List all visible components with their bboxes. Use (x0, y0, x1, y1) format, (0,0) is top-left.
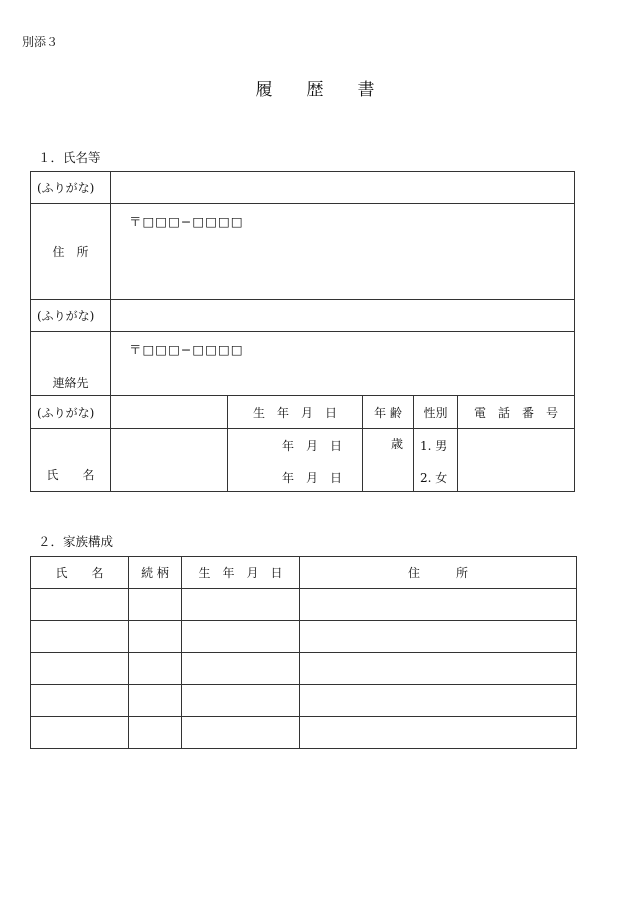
birthdate-ymd-1: 年 月 日 (281, 439, 342, 453)
title-char-2: 歴 (306, 80, 324, 100)
family-row (31, 589, 577, 621)
section1-heading: １．氏名等 (38, 150, 101, 165)
family-birthdate-cell[interactable] (182, 685, 300, 717)
contact-label: 連絡先 (31, 332, 111, 396)
family-name-cell[interactable] (31, 621, 129, 653)
personal-info-table (30, 171, 575, 492)
family-name-cell[interactable] (31, 717, 129, 749)
furigana-label: (ふりがな) (31, 300, 111, 332)
age-field[interactable] (363, 429, 414, 492)
family-col-address: 住 所 (300, 557, 577, 589)
family-relation-cell[interactable] (129, 717, 182, 749)
address-label: 住 所 (31, 204, 111, 300)
family-relation-cell[interactable] (129, 653, 182, 685)
phone-field[interactable] (458, 429, 575, 492)
birthdate-header: 生 年 月 日 (228, 396, 363, 429)
attachment-label: 別添３ (22, 35, 59, 49)
sex-option-female[interactable]: 2. 女 (420, 471, 448, 485)
age-header: 年 齢 (363, 396, 414, 429)
family-name-cell[interactable] (31, 589, 129, 621)
document-title (0, 75, 630, 100)
title-char-3: 書 (357, 80, 375, 100)
postal-code-placeholder: 〒□□□−□□□□ (129, 342, 244, 357)
family-address-cell[interactable] (300, 589, 577, 621)
family-address-cell[interactable] (300, 685, 577, 717)
family-birthdate-cell[interactable] (182, 621, 300, 653)
section2-heading: ２．家族構成 (38, 534, 114, 549)
contact-furigana-field[interactable] (111, 300, 575, 332)
family-address-cell[interactable] (300, 653, 577, 685)
name-field[interactable] (111, 429, 228, 492)
contact-address-field[interactable] (111, 332, 575, 396)
furigana-field[interactable] (111, 172, 575, 204)
title-char-1: 履 (255, 80, 273, 100)
phone-header: 電 話 番 号 (458, 396, 575, 429)
family-row (31, 717, 577, 749)
family-relation-cell[interactable] (129, 621, 182, 653)
family-row (31, 653, 577, 685)
family-col-name: 氏 名 (31, 557, 129, 589)
name-furigana-field[interactable] (111, 396, 228, 429)
address-field[interactable] (111, 204, 575, 300)
family-birthdate-cell[interactable] (182, 589, 300, 621)
family-row (31, 685, 577, 717)
family-address-cell[interactable] (300, 717, 577, 749)
family-col-relation: 続 柄 (129, 557, 182, 589)
family-relation-cell[interactable] (129, 685, 182, 717)
birthdate-field[interactable] (228, 429, 363, 492)
family-col-birthdate: 生 年 月 日 (182, 557, 300, 589)
postal-code-placeholder: 〒□□□−□□□□ (129, 214, 244, 229)
sex-header: 性別 (414, 396, 458, 429)
sex-option-male[interactable]: 1. 男 (420, 439, 448, 453)
family-name-cell[interactable] (31, 653, 129, 685)
name-label: 氏 名 (31, 429, 111, 492)
furigana-label: (ふりがな) (31, 396, 111, 429)
birthdate-ymd-2: 年 月 日 (281, 471, 342, 485)
family-birthdate-cell[interactable] (182, 653, 300, 685)
sex-field[interactable] (414, 429, 458, 492)
family-name-cell[interactable] (31, 685, 129, 717)
family-table (30, 556, 577, 749)
family-birthdate-cell[interactable] (182, 717, 300, 749)
age-unit: 歳 (390, 437, 403, 451)
family-address-cell[interactable] (300, 621, 577, 653)
furigana-label: (ふりがな) (31, 172, 111, 204)
family-relation-cell[interactable] (129, 589, 182, 621)
family-row (31, 621, 577, 653)
